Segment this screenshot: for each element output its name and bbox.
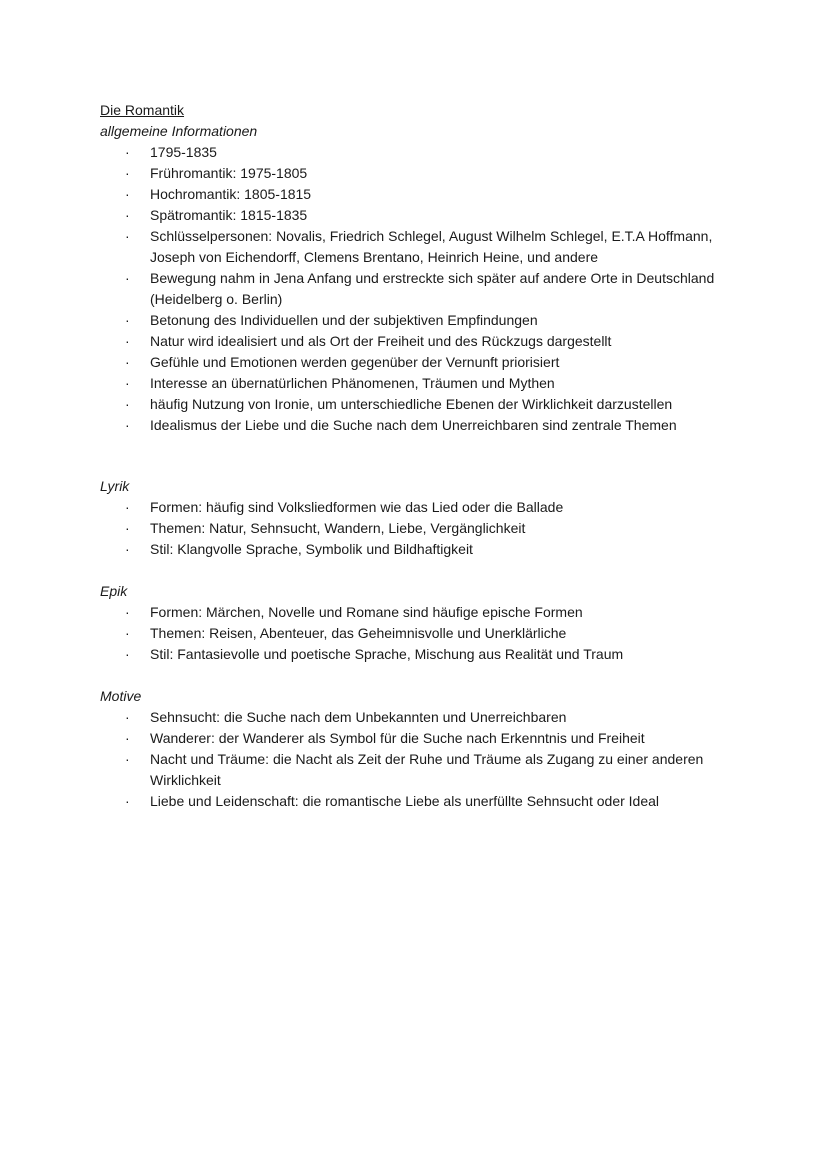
list-item [100,373,760,394]
bullet-icon: · [125,793,130,809]
list-item-text: Natur wird idealisiert und als Ort der Freiheit und des Rückzugs dargestellt [150,333,612,349]
bullet-icon: · [125,709,130,725]
list-item-text: Sehnsucht: die Suche nach dem Unbekannten und Unerreichbaren [150,709,567,725]
bullet-icon: · [125,270,130,286]
bullet-icon: · [125,541,130,557]
list-item [100,644,760,665]
list-item [100,268,760,310]
bullet-icon: · [125,751,130,767]
section-heading: Epik [100,583,128,599]
list-item-text: Betonung des Individuellen und der subjektiven Empfindungen [150,312,538,328]
list-item [100,163,760,184]
list-item [100,205,760,226]
bullet-icon: · [125,375,130,391]
bullet-icon: · [125,207,130,223]
bullet-icon: · [125,333,130,349]
list-item [100,707,760,728]
spacer [100,665,760,686]
section [100,476,760,560]
section-heading: allgemeine Informationen [100,123,258,139]
list-item-text: Stil: Fantasievolle und poetische Sprache, Mischung aus Realität und Traum [150,646,624,662]
section [100,686,760,812]
list-item [100,728,760,749]
section [100,581,760,665]
list-item [100,623,760,644]
list-item [100,791,760,812]
bullet-icon: · [125,499,130,515]
section [100,121,760,436]
list-item-text: Hochromantik: 1805-1815 [150,186,312,202]
list-item-text: Frühromantik: 1975-1805 [150,165,308,181]
bullet-list [100,142,760,436]
list-item [100,539,760,560]
bullet-icon: · [125,646,130,662]
list-item-text: häufig Nutzung von Ironie, um unterschiedliche Ebenen der Wirklichkeit darzustellen [150,396,673,412]
document-page [100,100,760,812]
list-item-text: Formen: Märchen, Novelle und Romane sind häufige epische Formen [150,604,583,620]
list-item [100,415,760,436]
bullet-icon: · [125,604,130,620]
list-item [100,226,760,268]
list-item-text: Themen: Natur, Sehnsucht, Wandern, Liebe, Vergänglichkeit [150,520,526,536]
bullet-icon: · [125,312,130,328]
bullet-icon: · [125,417,130,433]
section-heading: Lyrik [100,478,130,494]
list-item-text: Gefühle und Emotionen werden gegenüber der Vernunft priorisiert [150,354,560,370]
spacer [100,436,760,476]
list-item [100,310,760,331]
list-item-text: Idealismus der Liebe und die Suche nach dem Unerreichbaren sind zentrale Themen [150,417,677,433]
list-item-text: Themen: Reisen, Abenteuer, das Geheimnisvolle und Unerklärliche [150,625,567,641]
document-title: Die Romantik [100,102,185,118]
list-item-text: Stil: Klangvolle Sprache, Symbolik und Bildhaftigkeit [150,541,473,557]
list-item [100,518,760,539]
bullet-icon: · [125,144,130,160]
bullet-list [100,602,760,665]
bullet-icon: · [125,625,130,641]
list-item [100,184,760,205]
list-item [100,394,760,415]
bullet-list [100,497,760,560]
bullet-list [100,707,760,812]
bullet-icon: · [125,354,130,370]
list-item [100,497,760,518]
sections [100,121,760,812]
list-item-text: Wanderer: der Wanderer als Symbol für die Suche nach Erkenntnis und Freiheit [150,730,645,746]
bullet-icon: · [125,730,130,746]
list-item-text: Bewegung nahm in Jena Anfang und erstreckte sich später auf andere Orte in Deutschland (Heidelberg o. Berlin) [150,270,715,307]
section-heading: Motive [100,688,142,704]
list-item [100,142,760,163]
spacer [100,560,760,581]
list-item-text: 1795-1835 [150,144,217,160]
bullet-icon: · [125,520,130,536]
list-item-text: Formen: häufig sind Volksliedformen wie das Lied oder die Ballade [150,499,564,515]
bullet-icon: · [125,165,130,181]
list-item [100,331,760,352]
list-item-text: Spätromantik: 1815-1835 [150,207,308,223]
bullet-icon: · [125,396,130,412]
list-item [100,352,760,373]
list-item-text: Nacht und Träume: die Nacht als Zeit der Ruhe und Träume als Zugang zu einer anderen Wirklichkeit [150,751,704,788]
list-item [100,602,760,623]
list-item [100,749,760,791]
list-item-text: Interesse an übernatürlichen Phänomenen, Träumen und Mythen [150,375,555,391]
list-item-text: Schlüsselpersonen: Novalis, Friedrich Schlegel, August Wilhelm Schlegel, E.T.A Hoffmann, Joseph von Eichendorff, Clemens Brentano, Heinrich Heine, und andere [150,228,713,265]
bullet-icon: · [125,186,130,202]
list-item-text: Liebe und Leidenschaft: die romantische Liebe als unerfüllte Sehnsucht oder Ideal [150,793,660,809]
bullet-icon: · [125,228,130,244]
